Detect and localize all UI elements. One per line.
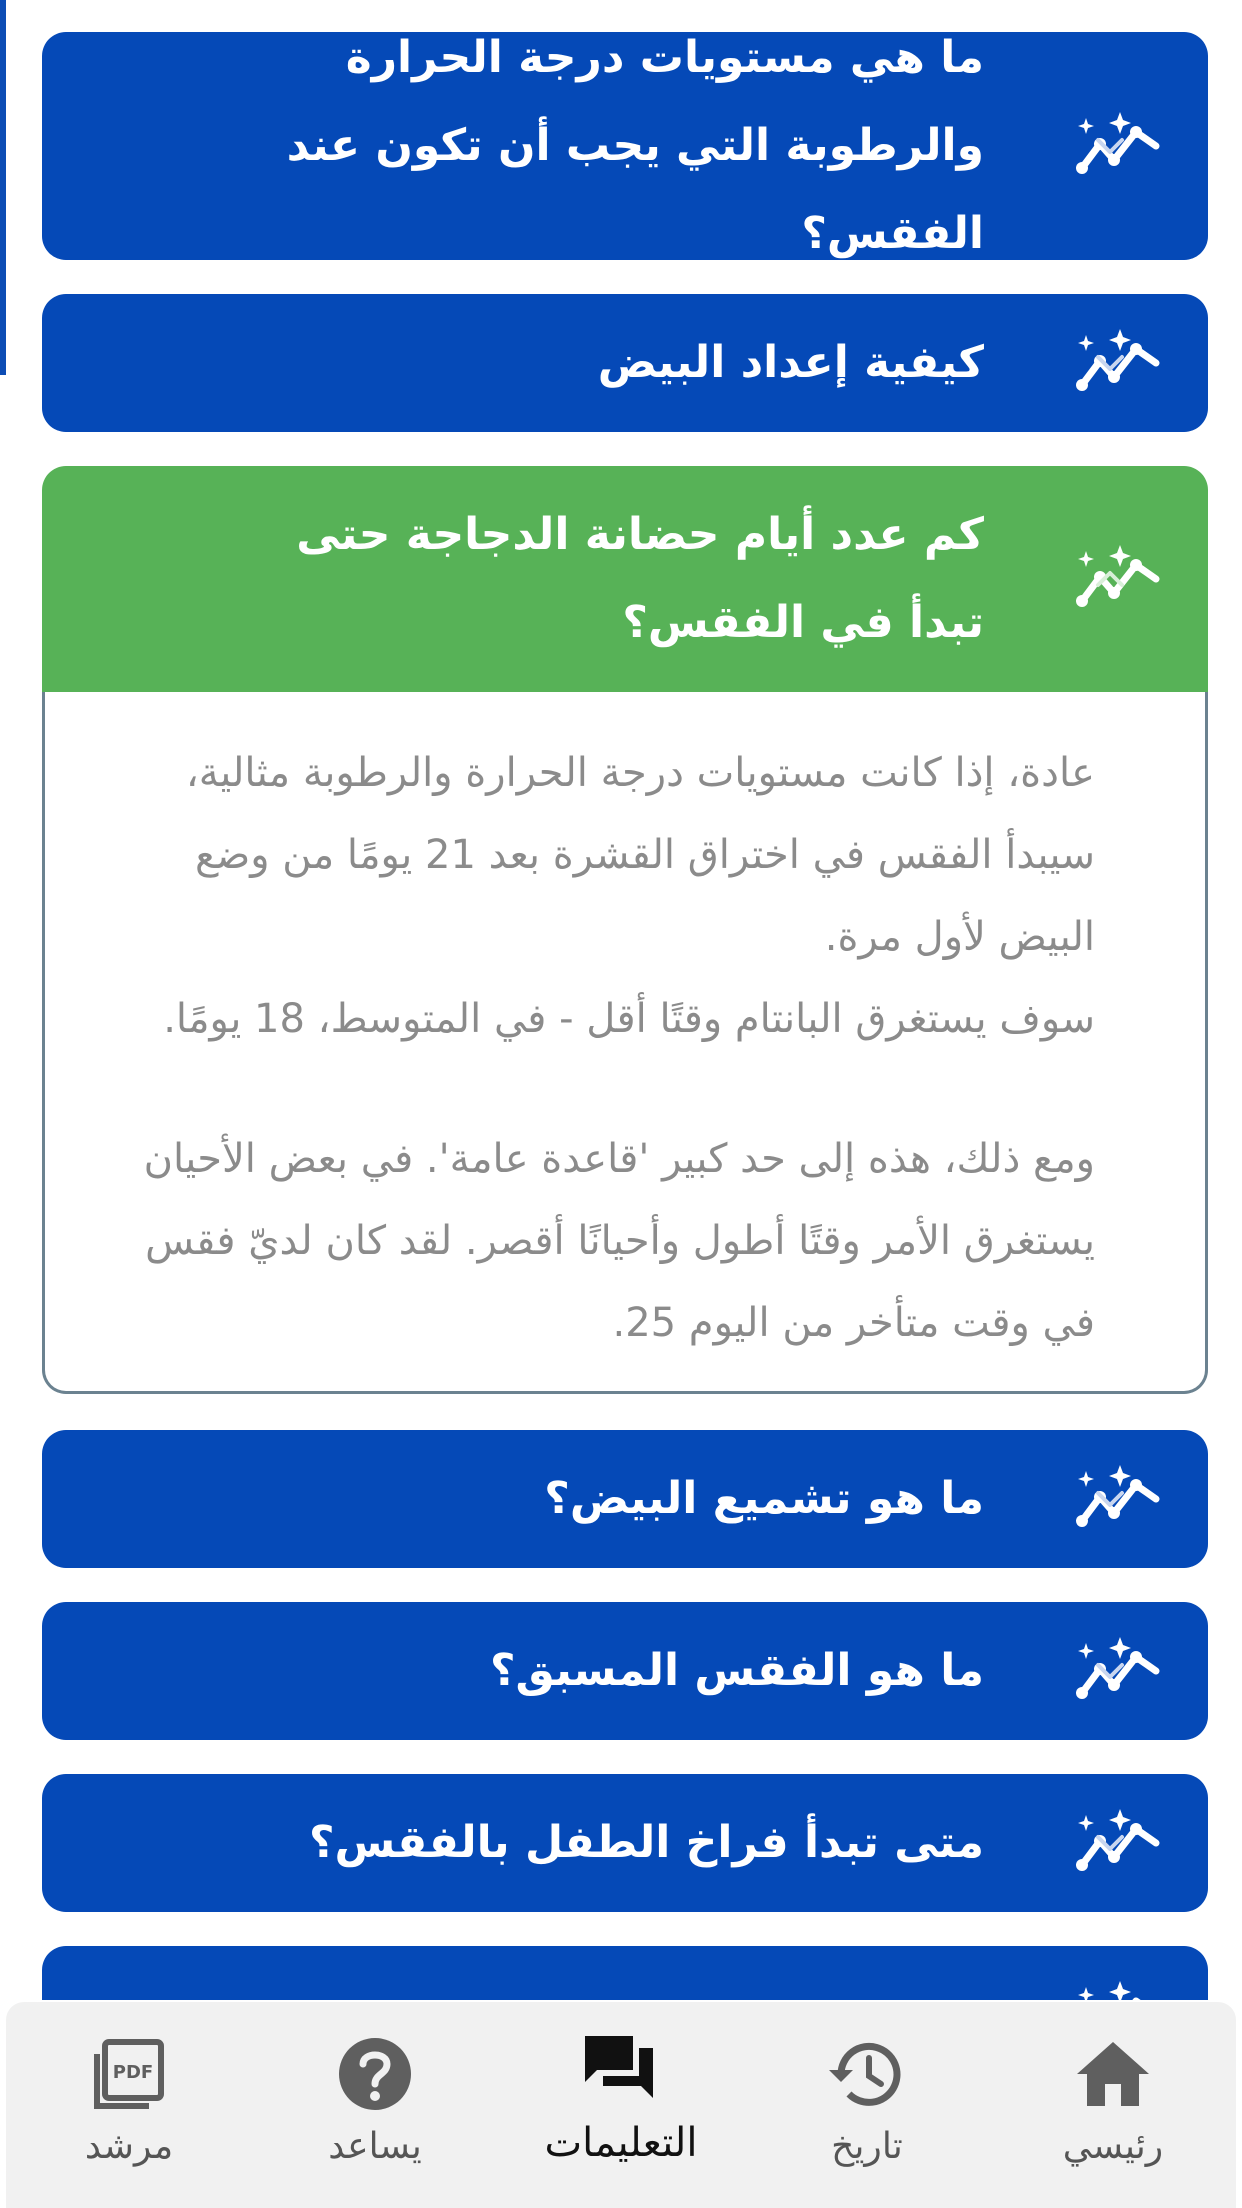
- nav-item-home[interactable]: [990, 2002, 1236, 2208]
- nav-label: مرشد: [84, 2126, 174, 2167]
- nav-item-faq[interactable]: [498, 2002, 744, 2208]
- faq-title: كيفية إعداد البيض: [597, 337, 984, 388]
- faq-item-expanded[interactable]: [42, 466, 1208, 1394]
- chevron-down-icon[interactable]: [1088, 1821, 1132, 1865]
- bottom-navigation: [6, 2002, 1236, 2208]
- faq-item-partial[interactable]: [42, 1946, 1208, 2000]
- faq-header[interactable]: [42, 1602, 1208, 1740]
- nav-item-help[interactable]: [252, 2002, 498, 2208]
- chevron-down-icon[interactable]: [1088, 1649, 1132, 1693]
- faq-item[interactable]: [42, 1430, 1208, 1568]
- faq-header[interactable]: [42, 1774, 1208, 1912]
- answer-paragraph: ومع ذلك، هذه إلى حد كبير 'قاعدة عامة'. في بعض الأحيان يستغرق الأمر وقتًا أطول وأحيانًا أقصر. لقد كان لديّ فقس في وقت متأخر من اليوم 25.: [143, 1136, 1095, 1346]
- faq-title: ما هي مستويات درجة الحرارة والرطوبة التي يجب أن تكون عند الفقس؟: [286, 32, 984, 259]
- faq-title: كم عدد أيام حضانة الدجاجة حتى تبدأ في الفقس؟: [296, 509, 984, 648]
- chevron-down-icon[interactable]: [1088, 124, 1132, 168]
- nav-label: تاريخ: [831, 2126, 903, 2167]
- nav-label: يساعد: [328, 2126, 422, 2167]
- chevron-up-icon[interactable]: [1088, 557, 1132, 601]
- nav-label: التعليمات: [544, 2120, 698, 2166]
- svg-text:PDF: PDF: [112, 2062, 154, 2083]
- chat-icon: [581, 2028, 661, 2108]
- chevron-down-icon[interactable]: [1088, 1477, 1132, 1521]
- help-icon: [335, 2034, 415, 2114]
- nav-label: رئيسي: [1062, 2126, 1164, 2167]
- chevron-down-icon[interactable]: [1088, 341, 1132, 385]
- faq-title: ما هو تشميع البيض؟: [544, 1473, 984, 1524]
- faq-header[interactable]: [42, 1430, 1208, 1568]
- faq-item[interactable]: [42, 1602, 1208, 1740]
- faq-header[interactable]: [42, 466, 1208, 692]
- faq-title: متى تبدأ فراخ الطفل بالفقس؟: [309, 1817, 984, 1868]
- history-icon: [827, 2034, 907, 2114]
- faq-header[interactable]: [42, 32, 1208, 260]
- faq-item[interactable]: [42, 32, 1208, 260]
- faq-header[interactable]: [42, 1946, 1208, 2000]
- nav-item-history[interactable]: [744, 2002, 990, 2208]
- faq-header[interactable]: [42, 294, 1208, 432]
- faq-item[interactable]: [42, 1774, 1208, 1912]
- home-icon: [1073, 2034, 1153, 2114]
- answer-paragraph: عادة، إذا كانت مستويات درجة الحرارة والرطوبة مثالية، سيبدأ الفقس في اختراق القشرة بعد 21 يومًا من وضع البيض لأول مرة. سوف يستغرق البانتام وقتًا أقل - في المتوسط، 18 يومًا.: [163, 750, 1095, 1042]
- sparkle-chart-icon: [1076, 1979, 1160, 2000]
- faq-answer: [42, 692, 1208, 1394]
- faq-item[interactable]: [42, 294, 1208, 432]
- nav-item-guide[interactable]: [6, 2002, 252, 2208]
- faq-title: ما هو الفقس المسبق؟: [490, 1645, 984, 1696]
- pdf-icon: [89, 2034, 169, 2114]
